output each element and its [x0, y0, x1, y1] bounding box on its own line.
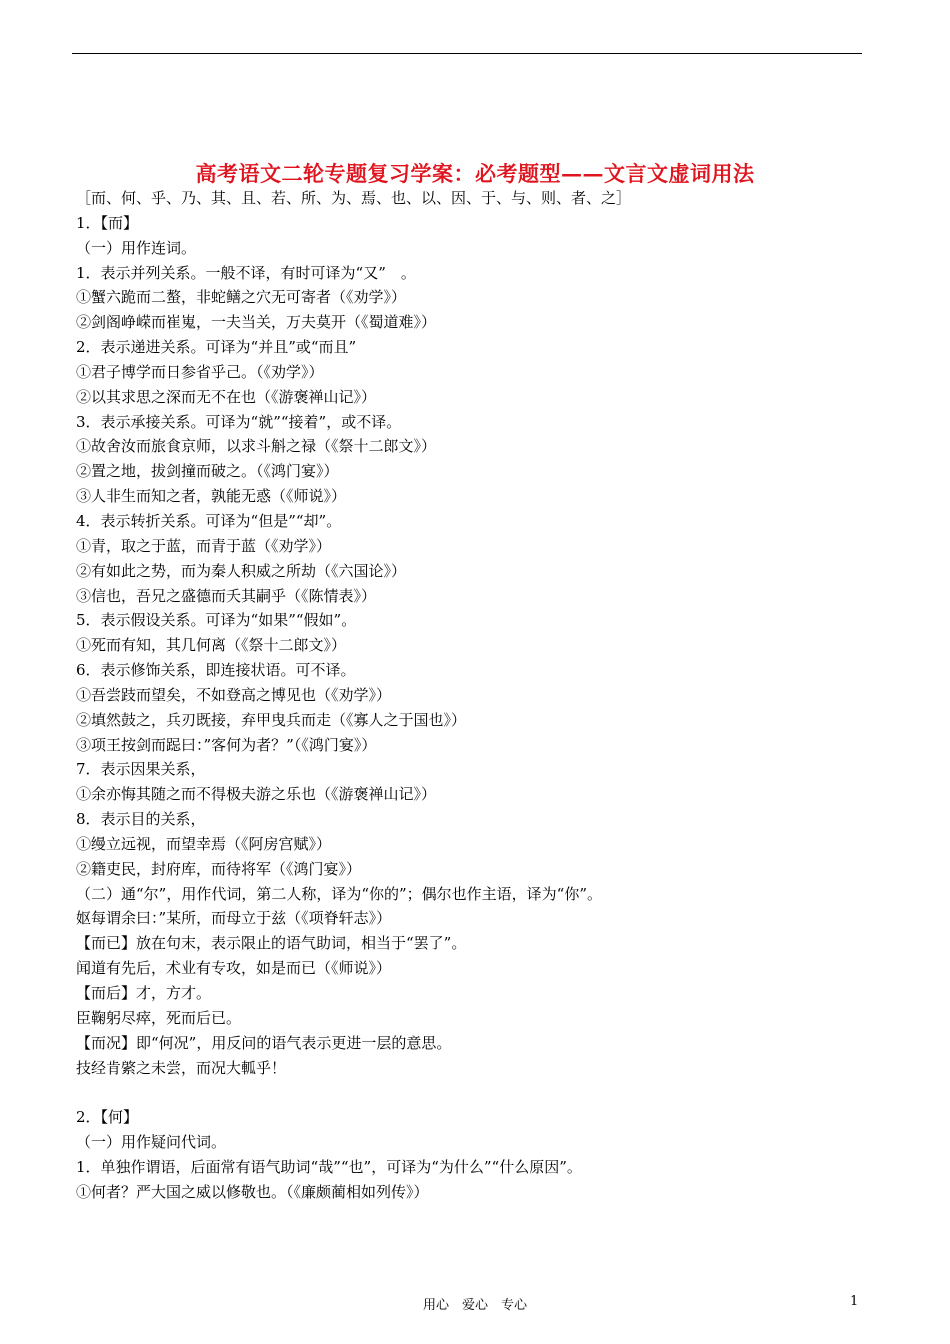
body-line: ③项王按剑而跽曰：”客何为者？”（《鸿门宴》） [76, 735, 377, 754]
body-line [76, 1080, 896, 1105]
body-line: 1．表示并列关系。一般不译，有时可译为“又” 。 [76, 263, 416, 282]
body-line: ①青，取之于蓝，而青于蓝（《劝学》） [76, 536, 332, 555]
body-line: 技经肯綮之未尝，而况大軱乎！ [76, 1058, 287, 1077]
body-line: ③人非生而知之者，孰能无惑（《师说》） [76, 487, 347, 506]
body-line: （一）用作连词。 [76, 238, 197, 257]
header-rule [72, 53, 862, 54]
body-line: 1．【而】 [76, 213, 139, 232]
body-line: ②有如此之势，而为秦人积威之所劫（《六国论》） [76, 561, 407, 580]
body-line: 7．表示因果关系， [76, 760, 206, 779]
body-line: ①缦立远视，而望幸焉（《阿房宫赋》） [76, 834, 332, 853]
body-line: ②填然鼓之，兵刃既接，弃甲曳兵而走（《寡人之于国也》） [76, 710, 467, 729]
body-line: ①君子博学而日参省乎己。（《劝学》） [76, 362, 324, 381]
body-line: ②以其求思之深而无不在也（《游褒禅山记》） [76, 387, 377, 406]
body-line: 8．表示目的关系， [76, 810, 206, 829]
body-line: ③信也，吾兄之盛德而夭其嗣乎（《陈情表》） [76, 586, 377, 605]
body-line: ①余亦悔其随之而不得极夫游之乐也（《游褒禅山记》） [76, 785, 437, 804]
body-line: 臣鞠躬尽瘁，死而后已。 [76, 1008, 242, 1027]
body-line: ①死而有知，其几何离（《祭十二郎文》） [76, 636, 347, 655]
body-line: ①吾尝跂而望矣，不如登高之博见也（《劝学》） [76, 685, 392, 704]
document-body [76, 186, 896, 1205]
body-line: ②剑阁峥嵘而崔嵬，一夫当关，万夫莫开（《蜀道难》） [76, 313, 437, 332]
body-line: 1．单独作谓语，后面常有语气助词“哉”“也”，可译为“为什么”“什么原因”。 [76, 1157, 582, 1176]
body-line: 2．表示递进关系。可译为“并且”或“而且” [76, 338, 357, 357]
body-line: ①何者？严大国之威以修敬也。（《廉颇蔺相如列传》） [76, 1182, 429, 1201]
body-line: 【而已】放在句末，表示限止的语气助词，相当于“罢了”。 [76, 934, 467, 953]
body-line: 5．表示假设关系。可译为“如果”“假如”。 [76, 611, 357, 630]
body-line: ②置之地，拔剑撞而破之。（《鸿门宴》） [76, 462, 339, 481]
body-line: 4．表示转折关系。可译为“但是”“却”。 [76, 511, 342, 530]
body-line: （一）用作疑问代词。 [76, 1133, 227, 1152]
body-line: 【而况】即“何况”，用反问的语气表示更进一层的意思。 [76, 1033, 452, 1052]
body-line: ②籍吏民，封府库，而待将军（《鸿门宴》） [76, 859, 362, 878]
footer-motto: 用心 爱心 专心 [422, 1298, 527, 1313]
page-number: 1 [850, 1294, 859, 1309]
body-line: （二）通“尔”，用作代词，第二人称，译为“你的”；偶尔也作主语，译为“你”。 [76, 884, 603, 903]
body-line: 2．【何】 [76, 1108, 139, 1127]
body-line: 【而后】才，方才。 [76, 984, 212, 1002]
body-line: 6．表示修饰关系，即连接状语。可不译。 [76, 661, 356, 680]
body-line: ①蟹六跪而二螯，非蛇鳝之穴无可寄者（《劝学》） [76, 288, 407, 307]
body-line: ［而、何、乎、乃、其、且、若、所、为、焉、也、以、因、于、与、则、者、之］ [76, 189, 632, 207]
document-title: 高考语文二轮专题复习学案：必考题型——文言文虚词用法 [195, 161, 755, 186]
body-line: 闻道有先后，术业有专攻，如是而已（《师说》） [76, 959, 392, 978]
body-line: ①故舍汝而旅食京师，以求斗斛之禄（《祭十二郎文》） [76, 437, 437, 456]
body-line: 3．表示承接关系。可译为“就”“接着”，或不译。 [76, 412, 402, 431]
body-line: 妪每谓余曰：”某所，而母立于兹（《项脊轩志》） [76, 909, 392, 928]
